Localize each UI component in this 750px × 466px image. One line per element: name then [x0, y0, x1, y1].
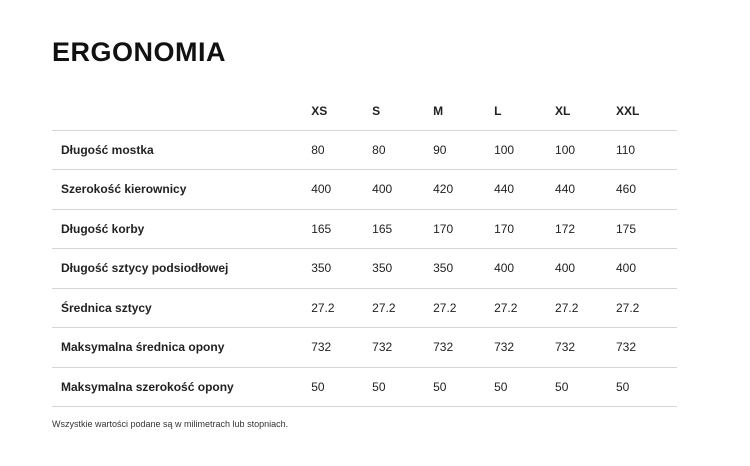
table-cell: 400 — [311, 182, 332, 197]
table-cell: 50 — [433, 379, 447, 394]
table-row — [52, 130, 677, 170]
ergonomics-table — [52, 92, 677, 407]
table-header-row — [52, 92, 677, 130]
table-cell: 732 — [433, 340, 454, 355]
table-cell: 400 — [555, 261, 576, 276]
row-label: Maksymalna szerokość opony — [61, 379, 234, 394]
table-row — [52, 288, 677, 328]
row-label: Długość korby — [61, 221, 145, 236]
table-cell: 175 — [615, 221, 636, 236]
table-row — [52, 328, 677, 368]
row-label: Maksymalna średnica opony — [61, 340, 225, 355]
table-cell: 420 — [433, 182, 454, 197]
table-cell: 100 — [555, 142, 576, 157]
column-header-label — [52, 92, 311, 130]
column-header-xl: XL — [555, 103, 571, 118]
table-cell: 110 — [615, 142, 636, 157]
table-cell: 50 — [311, 379, 325, 394]
table-cell: 440 — [494, 182, 515, 197]
row-label: Szerokość kierownicy — [61, 182, 187, 197]
table-row — [52, 249, 677, 289]
table-cell: 732 — [311, 340, 332, 355]
table-cell: 165 — [311, 221, 332, 236]
column-header-xs: XS — [311, 103, 328, 118]
table-cell: 732 — [615, 340, 636, 355]
table-cell: 170 — [433, 221, 454, 236]
table-cell: 50 — [555, 379, 569, 394]
table-cell: 27.2 — [311, 300, 335, 315]
table-cell: 170 — [494, 221, 515, 236]
table-cell: 400 — [615, 261, 636, 276]
column-header-s: S — [372, 103, 381, 118]
footnote: Wszystkie wartości podane są w milimetrach lub stopniach. — [52, 419, 289, 429]
table-cell: 732 — [494, 340, 515, 355]
table-cell: 90 — [433, 142, 447, 157]
table-cell: 400 — [494, 261, 515, 276]
table-cell: 27.2 — [494, 300, 518, 315]
table-cell: 400 — [372, 182, 393, 197]
row-label: Długość sztycy podsiodłowej — [61, 261, 229, 276]
column-header-m: M — [433, 103, 444, 118]
table-cell: 460 — [615, 182, 636, 197]
table-cell: 50 — [615, 379, 630, 394]
table-row — [52, 209, 677, 249]
table-cell: 100 — [494, 142, 515, 157]
table-cell: 350 — [311, 261, 332, 276]
page-title: ERGONOMIA — [52, 37, 227, 67]
row-label: Długość mostka — [61, 142, 154, 157]
row-label: Średnica sztycy — [61, 300, 152, 315]
table-cell: 27.2 — [555, 300, 579, 315]
table-row — [52, 170, 677, 210]
table-cell: 172 — [555, 221, 576, 236]
table-cell: 80 — [311, 142, 325, 157]
table-cell: 27.2 — [615, 300, 640, 315]
table-cell: 350 — [433, 261, 454, 276]
table-cell: 80 — [372, 142, 386, 157]
table-cell: 27.2 — [433, 300, 457, 315]
column-header-l: L — [494, 103, 502, 118]
table-cell: 732 — [555, 340, 576, 355]
table-cell: 350 — [372, 261, 393, 276]
table-row — [52, 367, 677, 407]
table-cell: 50 — [494, 379, 508, 394]
table-cell: 27.2 — [372, 300, 396, 315]
table-cell: 732 — [372, 340, 393, 355]
column-header-xxl: XXL — [615, 103, 640, 118]
table-cell: 50 — [372, 379, 386, 394]
table-cell: 165 — [372, 221, 393, 236]
table-cell: 440 — [555, 182, 576, 197]
